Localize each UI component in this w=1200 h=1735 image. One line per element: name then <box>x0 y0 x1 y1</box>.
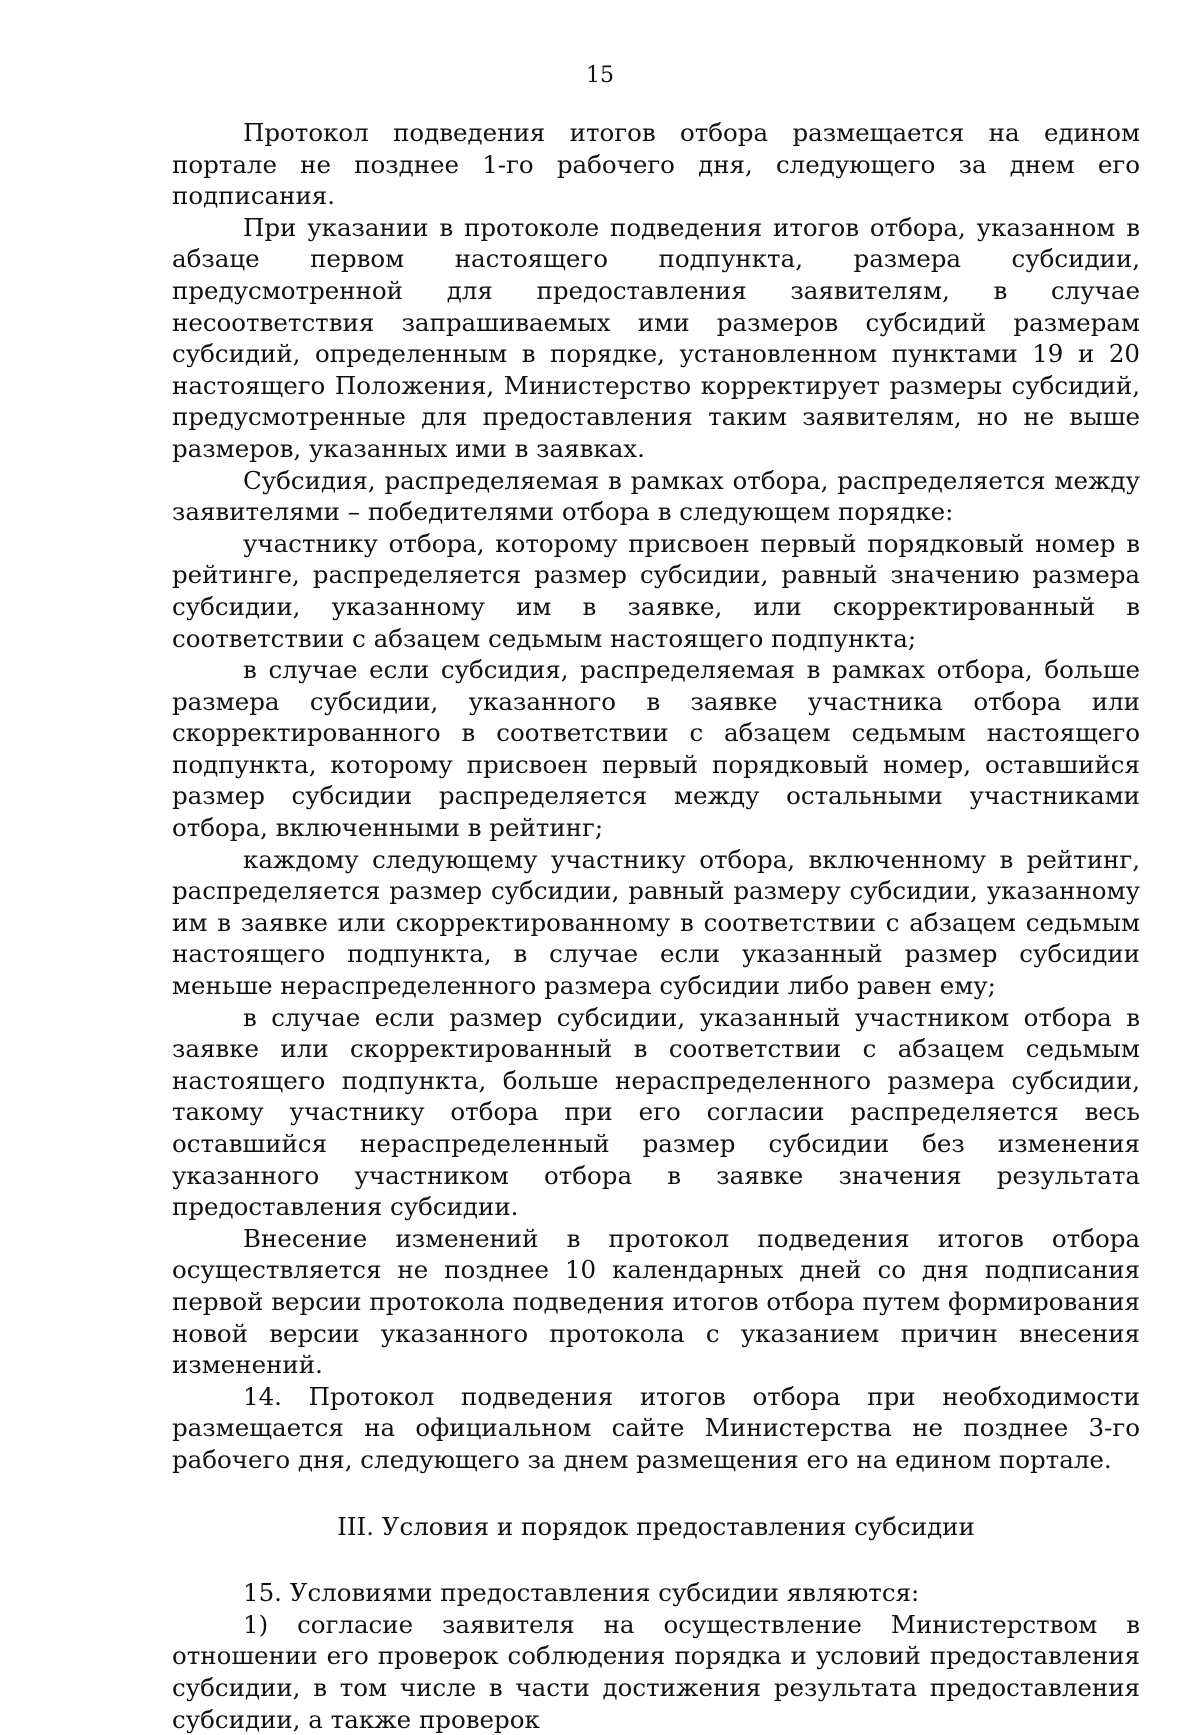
paragraph: Протокол подведения итогов отбора размещается на едином портале не позднее 1-го рабочего дня, следующего за днем его подписания. <box>172 118 1140 211</box>
paragraph: 1) согласие заявителя на осуществление Министерством в отношении его проверок соблюдения порядка и условий предоставления субсидии, в том числе в части достижения результата предоставления субсидии, а также проверок <box>172 1609 1140 1734</box>
paragraph: При указании в протоколе подведения итогов отбора, указанном в абзаце первом настоящего подпункта, размера субсидии, предусмотренной для предоставления заявителям, в случае несоответствия запрашиваемых ими размеров субсидий размерам субсидий, определенным в порядке, установленном пунктами 19 и 20 настоящего Положения, Министерство корректирует размеры субсидий, предусмотренные для предоставления таким заявителям, но не выше размеров, указанных ими в заявках. <box>172 212 1140 463</box>
paragraph: каждому следующему участнику отбора, включенному в рейтинг, распределяется размер субсидии, равный размеру субсидии, указанному им в заявке или скорректированному в соответствии с абзацем седьмым настоящего подпункта, в случае если указанный размер субсидии меньше нераспределенного размера субсидии либо равен ему; <box>172 844 1140 1001</box>
paragraph: Внесение изменений в протокол подведения итогов отбора осуществляется не позднее 10 календарных дней со дня подписания первой версии протокола подведения итогов отбора путем формирования новой версии указанного протокола с указанием причин внесения изменений. <box>172 1223 1140 1380</box>
paragraph: 14. Протокол подведения итогов отбора при необходимости размещается на официальном сайте Министерства не позднее 3-го рабочего дня, следующего за днем размещения его на едином портале. <box>172 1381 1140 1474</box>
paragraph: Субсидия, распределяемая в рамках отбора, распределяется между заявителями – победителями отбора в следующем порядке: <box>172 465 1140 527</box>
paragraph: в случае если субсидия, распределяемая в рамках отбора, больше размера субсидии, указанного в заявке участника отбора или скорректированного в соответствии с абзацем седьмым настоящего подпункта, которому присвоен первый порядковый номер, оставшийся размер субсидии распределяется между остальными участниками отбора, включенными в рейтинг; <box>172 655 1140 843</box>
document-body <box>172 117 1140 1735</box>
page-number: 15 <box>586 63 614 88</box>
section-heading: III. Условия и порядок предоставления субсидии <box>337 1511 975 1541</box>
paragraph: участнику отбора, которому присвоен первый порядковый номер в рейтинге, распределяется размер субсидии, равный значению размера субсидии, указанному им в заявке, или скорректированный в соответствии с абзацем седьмым настоящего подпункта; <box>172 528 1140 653</box>
paragraph: 15. Условиями предоставления субсидии являются: <box>243 1578 920 1608</box>
paragraph: в случае если размер субсидии, указанный участником отбора в заявке или скорректированный в соответствии с абзацем седьмым настоящего подпункта, больше нераспределенного размера субсидии, такому участнику отбора при его согласии распределяется весь оставшийся нераспределенный размер субсидии без изменения указанного участником отбора в заявке значения результата предоставления субсидии. <box>172 1002 1140 1222</box>
